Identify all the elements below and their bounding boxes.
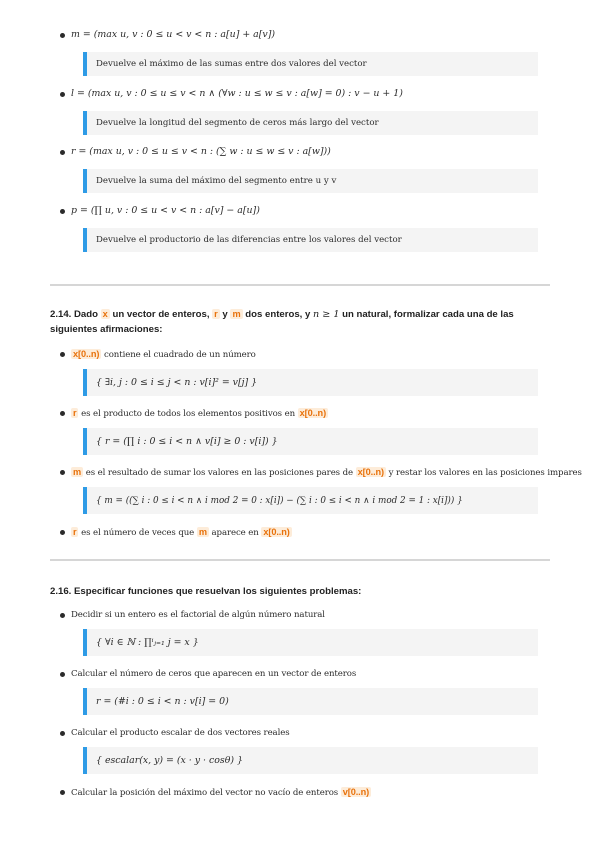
item-max-position (71, 786, 371, 799)
bullet (60, 209, 65, 214)
item-even-odd-sum (71, 466, 582, 479)
heading-text: dos enteros, y (245, 309, 311, 320)
bullet (60, 672, 65, 677)
formula-square: { ∃i, j : 0 ≤ i ≤ j < n : v[i]² = v[j] } (83, 369, 538, 396)
section-divider (50, 559, 550, 561)
heading-math-n: n ≥ 1 (313, 309, 340, 320)
heading-text: un vector de enteros, (112, 309, 210, 320)
code-x-range: x[0..n) (73, 349, 100, 359)
bullet (60, 613, 65, 618)
code-r: r (73, 527, 77, 537)
callout-max-segment-sum: Devuelve la suma del máximo del segmento entre u y v (83, 169, 538, 193)
item-text: Calcular la posición del máximo del vector no vacío de enteros (71, 788, 339, 798)
bullet (60, 352, 65, 357)
code-v-range: v[0..n) (342, 787, 370, 797)
heading-text: y (222, 309, 228, 320)
item-count-m (71, 526, 292, 539)
item-text: contiene el cuadrado de un número (104, 350, 256, 360)
bullet (60, 790, 65, 795)
section-divider (50, 284, 550, 286)
bullet (60, 411, 65, 416)
code-x-range: x[0..n) (357, 467, 385, 477)
bullet (60, 530, 65, 535)
bullet (60, 33, 65, 38)
code-x-range: x[0..n) (299, 408, 327, 418)
code-x-range: x[0..n) (263, 527, 290, 537)
code-m: m (73, 467, 82, 477)
code-m: m (232, 309, 241, 319)
item-dot-product: Calcular el producto escalar de dos vectores reales (71, 728, 290, 738)
section-214-heading (50, 307, 530, 337)
item-square (71, 348, 256, 361)
formula-count-zeros: r = (#i : 0 ≤ i < n : v[i] = 0) (83, 688, 538, 715)
callout-max-sum: Devuelve el máximo de las sumas entre dos valores del vector (83, 52, 538, 76)
formula-product-differences: p = (∏ u, v : 0 ≤ u < v < n : a[v] − a[u]) (71, 205, 260, 216)
heading-text: 2.14. Dado (50, 309, 98, 320)
formula-factorial: { ∀i ∈ ℕ : ∏ⁱⱼ₌₁ j = x } (83, 629, 538, 656)
item-factorial: Decidir si un entero es el factorial de algún número natural (71, 610, 325, 620)
code-m: m (198, 527, 207, 537)
item-product-positive (71, 407, 328, 420)
code-r: r (214, 309, 218, 319)
formula-max-segment-sum: r = (max u, v : 0 ≤ u ≤ v < n : (∑ w : u ≤ w ≤ v : a[w])) (71, 146, 331, 157)
callout-product-differences: Devuelve el productorio de las diferencias entre los valores del vector (83, 228, 538, 252)
formula-dot-product: { escalar(x, y) = (x · y · cosθ) } (83, 747, 538, 774)
heading-text: siguientes afirmaciones: (50, 324, 163, 335)
bullet (60, 92, 65, 97)
item-text: es el producto de todos los elementos positivos en (81, 409, 296, 419)
formula-zero-segment: l = (max u, v : 0 ≤ u ≤ v < n ∧ (∀w : u ≤ w ≤ v : a[w] = 0) : v − u + 1) (71, 88, 403, 99)
code-r: r (73, 408, 77, 418)
item-text: aparece en (211, 528, 259, 538)
formula-even-odd-sum: { m = ((∑ i : 0 ≤ i < n ∧ i mod 2 = 0 : x[i]) − (∑ i : 0 ≤ i < n ∧ i mod 2 = 1 : x[i])) } (83, 487, 538, 514)
bullet (60, 731, 65, 736)
formula-product-positive: { r = (∏ i : 0 ≤ i < n ∧ v[i] ≥ 0 : v[i]) } (83, 428, 538, 455)
item-text: es el número de veces que (81, 528, 195, 538)
callout-zero-segment: Devuelve la longitud del segmento de ceros más largo del vector (83, 111, 538, 135)
formula-max-sum: m = (max u, v : 0 ≤ u < v < n : a[u] + a[v]) (71, 29, 276, 40)
heading-text: un natural, formalizar cada una de las (342, 309, 514, 320)
bullet (60, 470, 65, 475)
code-x: x (102, 309, 108, 319)
bullet (60, 150, 65, 155)
item-text: y restar los valores en las posiciones impares (388, 468, 582, 478)
item-text: es el resultado de sumar los valores en las posiciones pares de (85, 468, 354, 478)
item-count-zeros: Calcular el número de ceros que aparecen en un vector de enteros (71, 669, 357, 679)
section-216-heading: 2.16. Especificar funciones que resuelvan los siguientes problemas: (50, 586, 362, 597)
